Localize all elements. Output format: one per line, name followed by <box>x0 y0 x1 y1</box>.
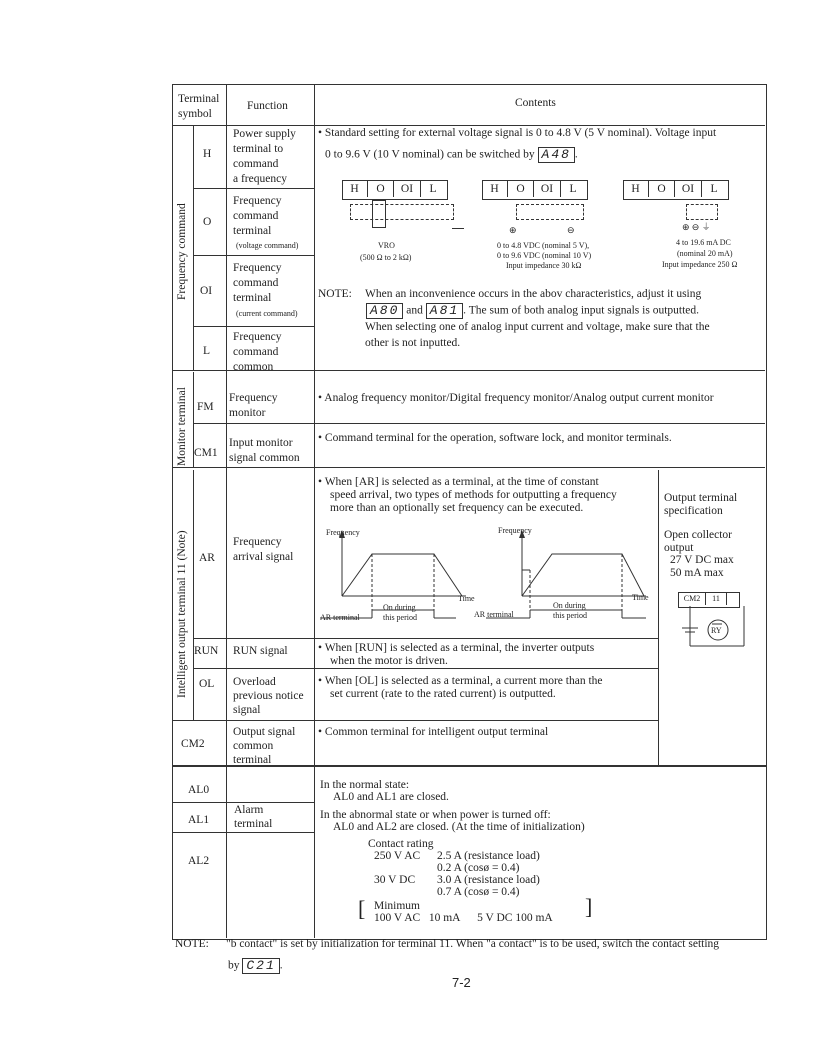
graph-on-during-2: On during <box>553 601 586 610</box>
manual-page: Terminal symbol Function Contents Frequency command Monitor terminal Intelligent output terminal 11 (Note) H O OI L FM CM1 AR RUN OL CM2 AL0 AL1 AL2 Power supply terminal to command a frequency Frequency command terminal (voltage command) Frequency command terminal (current command) Frequency command common Frequency monitor Input monitor signal common Frequency arrival signal RUN signal Overload previous notice signal Output signal common terminal Alarm terminal • Standard setting for external voltage signal is 0 to 4.8 V (5 V nominal). Voltage input 0 to 9.6 V (10 V nominal) can be switched by A48 . H O OI L VRO (500 Ω to 2 kΩ) H O OI L ⊕ ⊖ 0 to 4.8 VDC (nominal 5 V), 0 to 9.6 VDC (nominal 10 V) Input impedance 30 kΩ H O OI L ⊕ ⊖ ⏚ 4 to 19.6 mA DC (nominal 20 mA) Input impedance 250 Ω NOTE: When an inconvenience occurs in the abov characteristics, adjust it using A80 and A81 . The sum of both analog input signals is outputted. When selecting one of analog input current and voltage, make sure that the other is not inputted. • Analog frequency monitor/Digital frequency monitor/Analog output current monitor • Command terminal for the operation, software lock, and monitor terminals. • When [AR] is selected as a terminal, at the time of constant speed arrival, two types of methods for outputting a frequency more than an optionally set frequency can be executed. Frequency Frequency Time Time On during this period On during this period AR terminal AR terminal Output terminal specification Open collector output 27 V DC max 50 mA max CM2 11 RY • When [RUN] is selected as a terminal, the inverter outputs when the motor is driven. • When [OL] is selected as a terminal, a current more than the set current (rate to the rated current) is outputted. • Common terminal for intelligent output terminal In the normal state: AL0 and AL1 are closed. In the abnormal state or when power is turned off: AL0 and AL2 are closed. (At the time of initialization) Contact rating 250 V AC 2.5 A (resistance load) 0.2 A (cosø = 0.4) 30 V DC 3.0 A (resistance load) 0.7 A (cosø = 0.4) [ Minimum 100 V AC 10 mA 5 V DC 100 mA ] NOTE: "b contact" is set by initialization for terminal 11. When "a contact" is to be used, switch the contact setting by C21 . 7-2 <box>0 0 816 1056</box>
cm2-contents: • Common terminal for intelligent output terminal <box>318 726 549 738</box>
code-A80: A80 <box>366 303 403 319</box>
graph-period-2: this period <box>553 611 587 620</box>
footer-note-label: NOTE: <box>175 938 209 950</box>
footer-note-text: "b contact" is set by initialization for terminal 11. When "a contact" is to be used, switch the contact setting <box>226 938 720 950</box>
symbol-AR: AR <box>199 552 215 564</box>
freq-line1: • Standard setting for external voltage signal is 0 to 4.8 V (5 V nominal). Voltage input <box>318 127 717 139</box>
graph-ar-terminal-1: AR terminal <box>320 613 360 622</box>
header-contents: Contents <box>515 97 556 109</box>
symbol-OI: OI <box>200 285 213 297</box>
freq-note-line2: A80 and A81 . The sum of both analog input signals is outputted. <box>366 303 699 319</box>
group-monitor-terminal: Monitor terminal <box>176 387 188 466</box>
code-A81: A81 <box>426 303 463 319</box>
symbol-OL: OL <box>199 678 215 690</box>
page-number: 7-2 <box>452 975 471 990</box>
symbol-RUN: RUN <box>194 645 219 657</box>
graph-period-1: this period <box>383 613 417 622</box>
symbol-H: H <box>203 148 212 160</box>
symbol-FM: FM <box>197 401 214 413</box>
group-intelligent-output: Intelligent output terminal 11 (Note) <box>176 530 188 698</box>
symbol-AL2: AL2 <box>188 855 210 867</box>
graph-freq-label-2: Frequency <box>498 526 532 535</box>
footer-note-code-line: by C21 . <box>228 958 283 973</box>
header-terminal-symbol: Terminal symbol <box>178 93 220 120</box>
symbol-CM1: CM1 <box>194 447 218 459</box>
freq-note-line3: When selecting one of analog input current and voltage, make sure that the <box>365 321 710 333</box>
symbol-AL0: AL0 <box>188 784 210 796</box>
freq-note-line4: other is not inputted. <box>365 337 461 349</box>
graph-freq-label-1: Frequency <box>326 528 360 537</box>
code-A48: A48 <box>538 147 575 163</box>
freq-note-label: NOTE: <box>318 288 352 300</box>
header-function: Function <box>247 100 288 112</box>
code-C21: C21 <box>242 958 279 974</box>
plus-icon: ⊕ <box>509 225 517 235</box>
cm1-contents: • Command terminal for the operation, software lock, and monitor terminals. <box>318 432 672 444</box>
symbol-L: L <box>203 345 211 357</box>
graph-ar-terminal-2: AR terminal <box>474 610 514 619</box>
symbol-AL1: AL1 <box>188 814 210 826</box>
symbol-O: O <box>203 216 212 228</box>
function-RUN: RUN signal <box>233 645 288 657</box>
freq-note-line1: When an inconvenience occurs in the abov characteristics, adjust it using <box>365 288 702 300</box>
symbol-CM2: CM2 <box>181 738 205 750</box>
graph-on-during-1: On during <box>383 603 416 612</box>
freq-line2: 0 to 9.6 V (10 V nominal) can be switched by A48 . <box>325 147 578 162</box>
graph-time-label-1: Time <box>458 594 475 603</box>
graph-time-label-2: Time <box>632 593 649 602</box>
group-frequency-command: Frequency command <box>176 203 188 300</box>
fm-contents: • Analog frequency monitor/Digital frequency monitor/Analog output current monitor <box>318 392 714 404</box>
minus-icon: ⊖ <box>567 225 575 235</box>
relay-label: RY <box>711 626 722 635</box>
